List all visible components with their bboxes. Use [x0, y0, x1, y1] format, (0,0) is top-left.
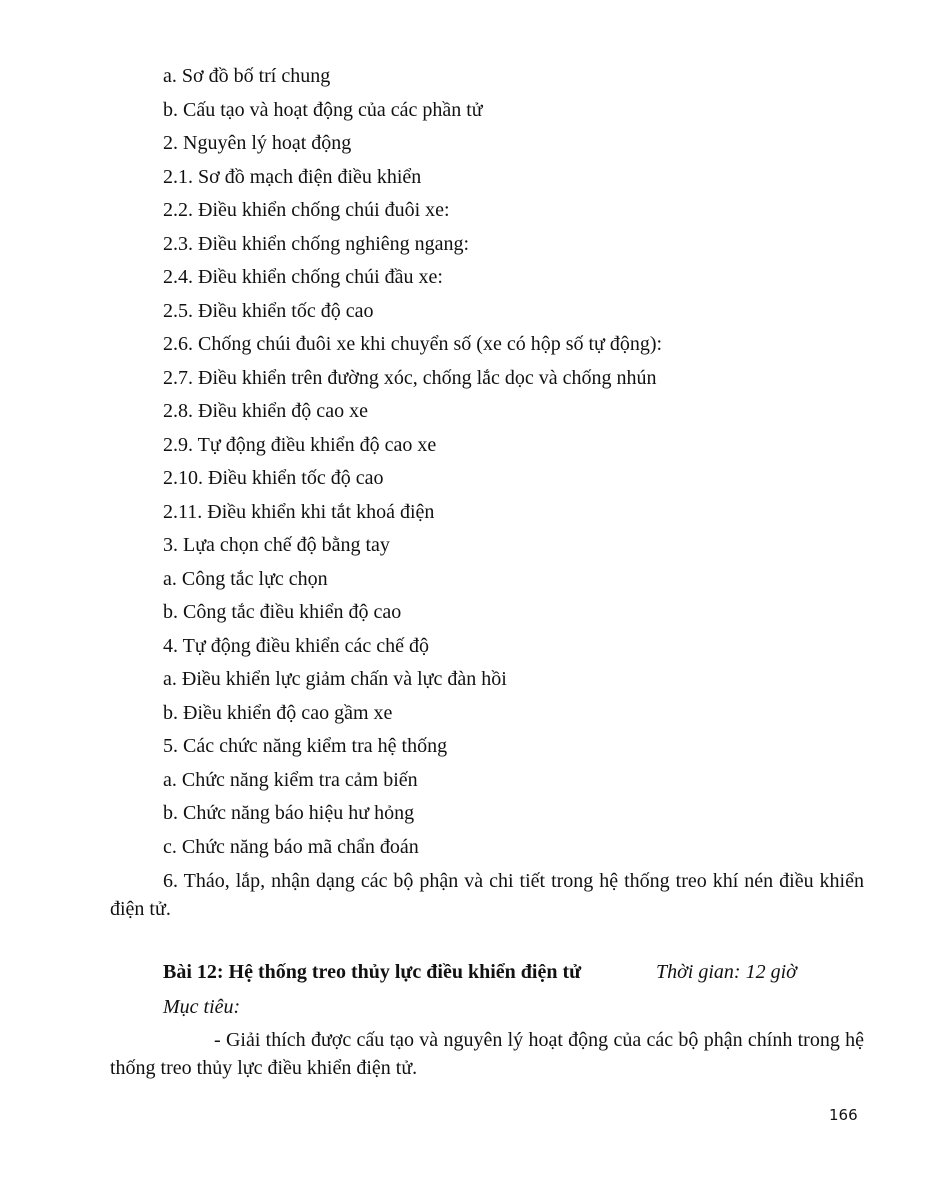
outline-line: 2.7. Điều khiển trên đường xóc, chống lắc dọc và chống nhún — [163, 367, 657, 389]
outline-line: 2.5. Điều khiển tốc độ cao — [163, 300, 374, 322]
lesson-heading — [163, 960, 863, 984]
item-6-text: 6. Tháo, lắp, nhận dạng các bộ phận và chi tiết trong hệ thống treo khí nén điều khiển điện tử. — [110, 870, 864, 920]
outline-line: 4. Tự động điều khiển các chế độ — [163, 635, 429, 657]
outline-line: 2.1. Sơ đồ mạch điện điều khiển — [163, 166, 422, 188]
outline-line: b. Chức năng báo hiệu hư hỏng — [163, 802, 415, 824]
outline-line: 2. Nguyên lý hoạt động — [163, 132, 352, 154]
outline-line: b. Công tắc điều khiển độ cao — [163, 601, 402, 623]
objective-text: - Giải thích được cấu tạo và nguyên lý hoạt động của các bộ phận chính trong hệ thống treo thủy lực điều khiển điện tử. — [110, 1029, 864, 1079]
item-6-paragraph — [110, 867, 864, 923]
lesson-time: Thời gian: 12 giờ — [656, 961, 797, 983]
outline-line: 2.8. Điều khiển độ cao xe — [163, 400, 368, 422]
outline-line: 3. Lựa chọn chế độ bằng tay — [163, 534, 390, 556]
outline-line: 2.2. Điều khiển chống chúi đuôi xe: — [163, 199, 450, 221]
outline-line: a. Điều khiển lực giảm chấn và lực đàn hồi — [163, 668, 507, 690]
outline-line: b. Cấu tạo và hoạt động của các phần tử — [163, 99, 483, 121]
outline-line: a. Sơ đồ bố trí chung — [163, 65, 331, 87]
outline-line: a. Chức năng kiểm tra cảm biến — [163, 769, 418, 791]
outline-line: a. Công tắc lực chọn — [163, 568, 328, 590]
outline-line: 2.10. Điều khiển tốc độ cao — [163, 467, 384, 489]
outline-line: b. Điều khiển độ cao gầm xe — [163, 702, 393, 724]
objective-label: Mục tiêu: — [163, 996, 241, 1018]
lesson-title: Bài 12: Hệ thống treo thủy lực điều khiển điện tử — [163, 961, 582, 983]
outline-line: 5. Các chức năng kiểm tra hệ thống — [163, 735, 448, 757]
outline-line: 2.3. Điều khiển chống nghiêng ngang: — [163, 233, 470, 255]
page-number: 166 — [829, 1106, 858, 1124]
objective-paragraph — [110, 1026, 864, 1082]
outline-line: c. Chức năng báo mã chẩn đoán — [163, 836, 419, 858]
outline-line: 2.11. Điều khiển khi tắt khoá điện — [163, 501, 435, 523]
outline-line: 2.9. Tự động điều khiển độ cao xe — [163, 434, 437, 456]
outline-line: 2.4. Điều khiển chống chúi đầu xe: — [163, 266, 443, 288]
outline-line: 2.6. Chống chúi đuôi xe khi chuyển số (xe có hộp số tự động): — [163, 333, 663, 355]
